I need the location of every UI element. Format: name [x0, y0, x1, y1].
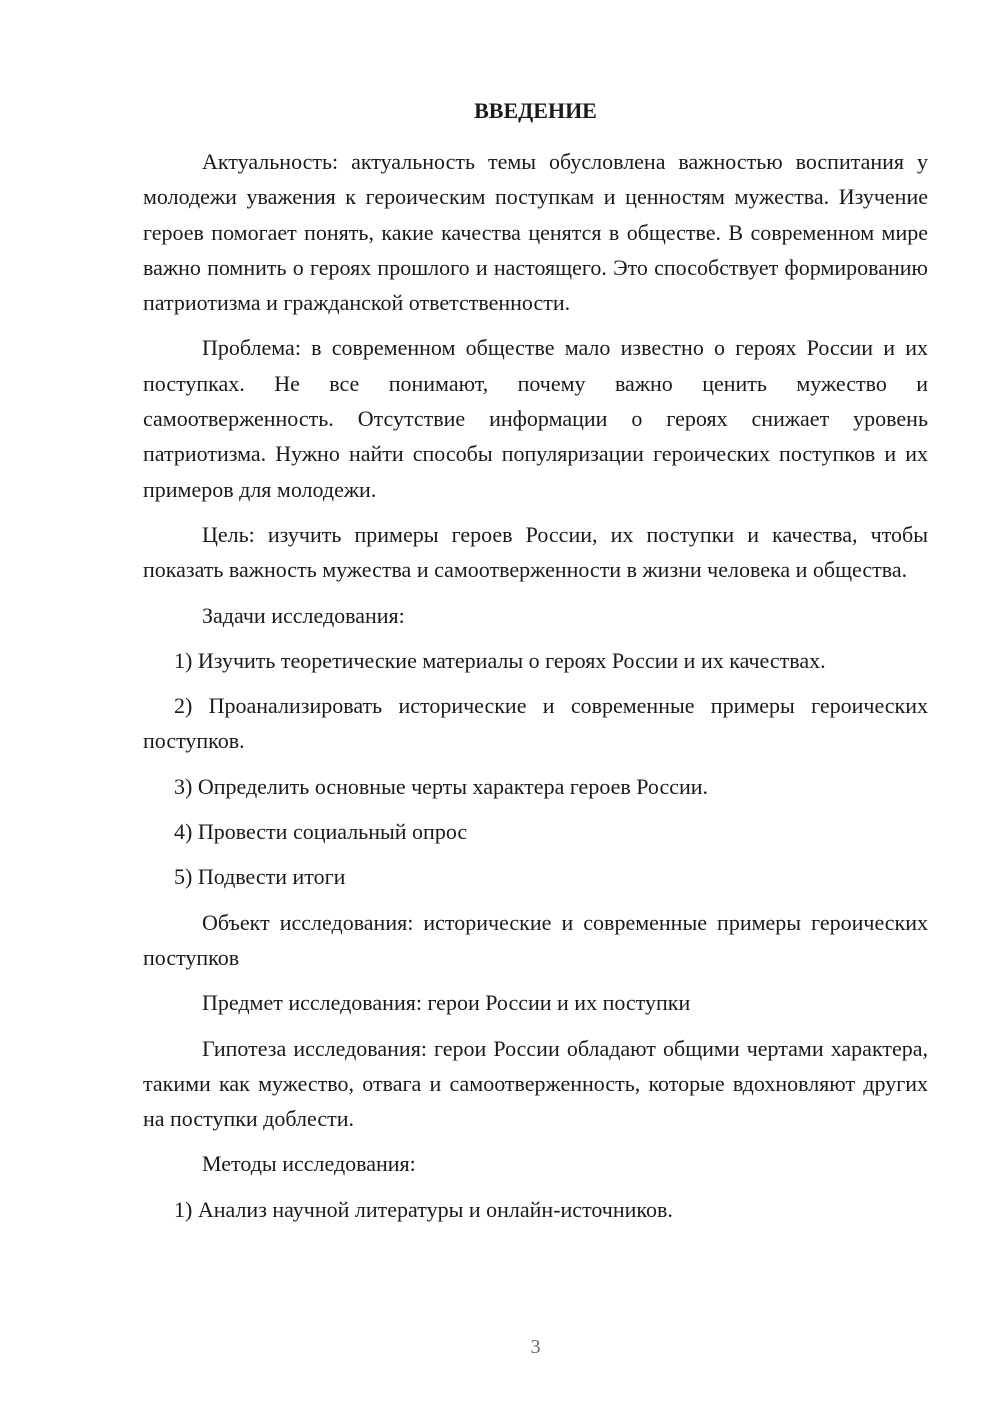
paragraph-goal: Цель: изучить примеры героев России, их поступки и качества, чтобы показать важность мужества и самоотверженности в жизни человека и общества.	[143, 521, 928, 583]
paragraph-hypothesis: Гипотеза исследования: герои России обладают общими чертами характера, такими как мужество, отвага и самоотверженность, которые вдохновляют других на поступки доблести.	[143, 1035, 928, 1132]
task-item-1: 1) Изучить теоретические материалы о героях России и их качествах.	[174, 647, 826, 673]
heading-tasks: Задачи исследования:	[202, 602, 405, 628]
document-body	[143, 144, 928, 1237]
method-item-1: 1) Анализ научной литературы и онлайн-источников.	[174, 1196, 673, 1222]
document-page	[143, 0, 928, 1414]
task-item-2: 2) Проанализировать исторические и современные примеры героических поступков.	[143, 693, 928, 754]
task-item-4: 4) Провести социальный опрос	[174, 819, 468, 845]
paragraph-object: Объект исследования: исторические и современные примеры героических поступков	[143, 909, 928, 970]
heading-methods: Методы исследования:	[202, 1151, 416, 1177]
task-item-5: 5) Подвести итоги	[174, 864, 346, 890]
page-number: 3	[530, 1336, 541, 1358]
paragraph-subject: Предмет исследования: герои России и их поступки	[202, 990, 691, 1016]
page-title: ВВЕДЕНИЕ	[474, 98, 597, 123]
paragraph-problem: Проблема: в современном обществе мало известно о героях России и их поступках. Не все понимают, почему важно ценить мужество и самоотверженность. Отсутствие информации о героях снижает уровень патриотизма. Нужно найти способы популяризации героических поступков и их примеров для молодежи.	[143, 335, 928, 502]
paragraph-relevance: Актуальность: актуальность темы обусловлена важностью воспитания у молодежи уважения к героическим поступкам и ценностям мужества. Изучение героев помогает понять, какие качества ценятся в обществе. В современном мире важно помнить о героях прошлого и настоящего. Это способствует формированию патриотизма и гражданской ответственности.	[143, 149, 928, 316]
task-item-3: 3) Определить основные черты характера героев России.	[174, 773, 709, 799]
